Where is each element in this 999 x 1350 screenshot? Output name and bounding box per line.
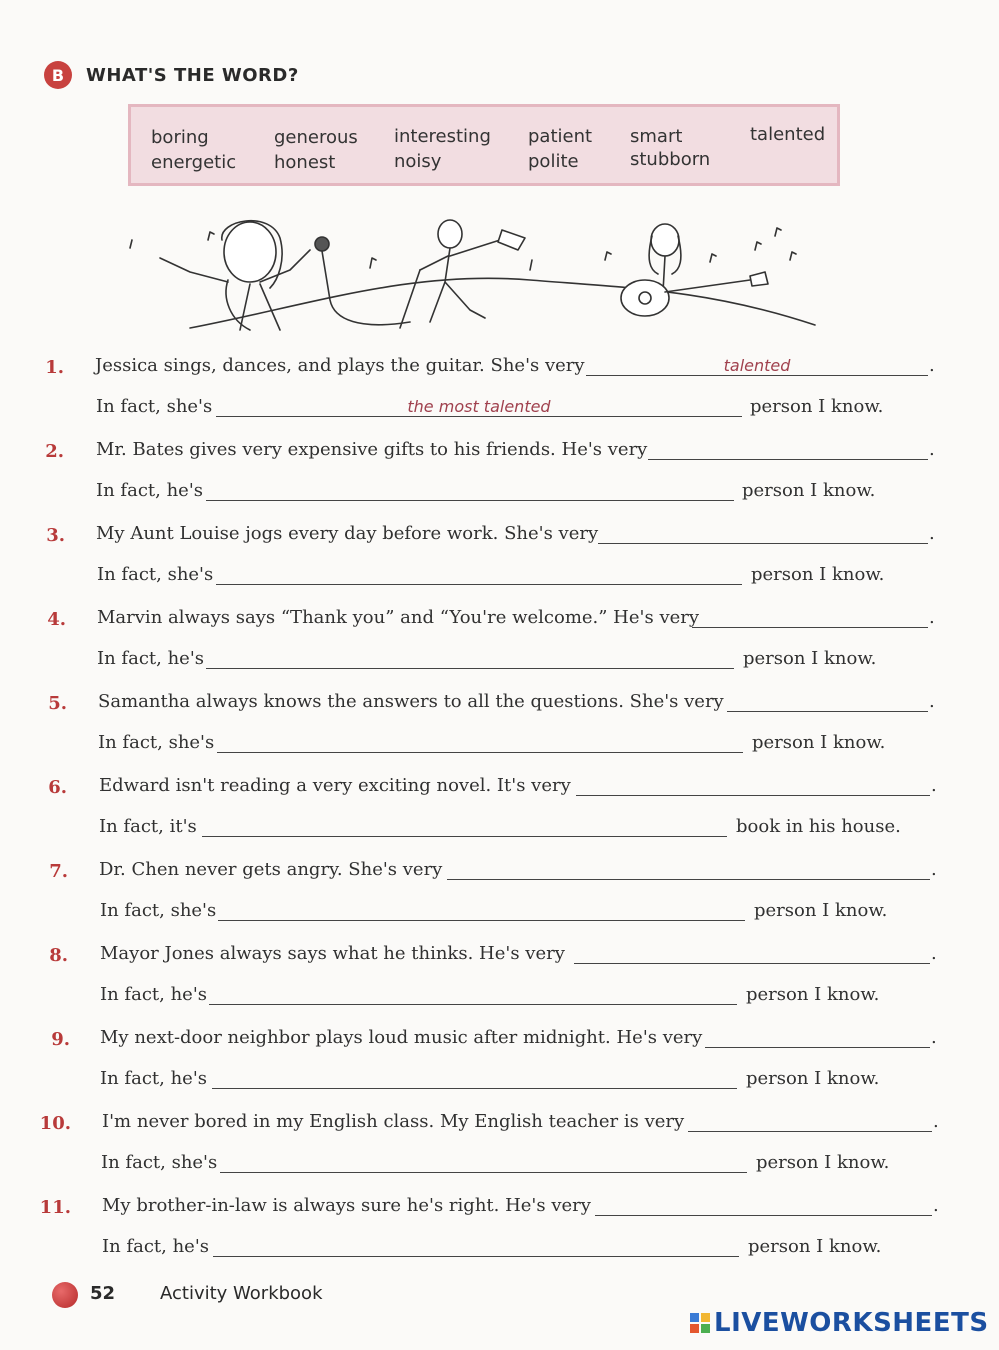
period: . — [929, 523, 935, 544]
answer-blank[interactable] — [586, 353, 928, 376]
superlative-blank[interactable] — [202, 814, 727, 837]
item-sentence: Samantha always knows the answers to all the questions. She's very — [98, 691, 724, 712]
item-sentence: Edward isn't reading a very exciting novel. It's very — [99, 775, 571, 796]
item-lead: In fact, he's — [97, 648, 205, 669]
period: . — [929, 439, 935, 460]
item-sentence: Mayor Jones always says what he thinks. He's very — [100, 943, 565, 964]
word-bank-item: noisy — [394, 151, 442, 172]
item-tail: person I know. — [748, 1236, 882, 1257]
period: . — [931, 943, 937, 964]
period: . — [931, 775, 937, 796]
superlative-blank[interactable] — [213, 1234, 739, 1257]
item-sentence: Marvin always says “Thank you” and “You're welcome.” He's very — [97, 607, 700, 628]
item-sentence: My brother-in-law is always sure he's right. He's very — [102, 1195, 591, 1216]
item-tail: person I know. — [750, 396, 884, 417]
superlative-blank[interactable] — [206, 646, 734, 669]
word-bank — [128, 104, 840, 186]
item-number: 5. — [48, 693, 67, 714]
answer-blank[interactable] — [692, 605, 928, 628]
period: . — [929, 691, 935, 712]
item-lead: In fact, she's — [97, 564, 214, 585]
word-bank-item: honest — [274, 152, 336, 173]
word-bank-item: smart — [630, 126, 683, 147]
word-bank-item: boring — [151, 127, 209, 148]
section-title: WHAT'S THE WORD? — [86, 64, 299, 86]
item-tail: person I know. — [746, 1068, 880, 1089]
superlative-blank[interactable] — [216, 394, 742, 417]
period: . — [933, 1195, 939, 1216]
item-number: 3. — [46, 525, 65, 546]
item-lead: In fact, he's — [102, 1236, 210, 1257]
item-tail: person I know. — [743, 648, 877, 669]
item-lead: In fact, she's — [96, 396, 213, 417]
item-lead: In fact, she's — [100, 900, 217, 921]
superlative-blank[interactable] — [212, 1066, 737, 1089]
answer-blank[interactable] — [576, 773, 930, 796]
answer-blank[interactable] — [688, 1109, 932, 1132]
item-sentence: Jessica sings, dances, and plays the guitar. She's very — [95, 355, 585, 376]
item-sentence: I'm never bored in my English class. My English teacher is very — [102, 1111, 685, 1132]
period: . — [931, 859, 937, 880]
page-number: 52 — [90, 1283, 116, 1304]
period: . — [931, 1027, 937, 1048]
item-tail: person I know. — [746, 984, 880, 1005]
superlative-blank[interactable] — [206, 478, 734, 501]
item-lead: In fact, he's — [100, 1068, 208, 1089]
item-sentence: My Aunt Louise jogs every day before work. She's very — [96, 523, 599, 544]
answer-blank[interactable] — [598, 521, 928, 544]
answer-blank[interactable] — [447, 857, 930, 880]
superlative-blank[interactable] — [220, 1150, 747, 1173]
item-tail: person I know. — [752, 732, 886, 753]
liveworksheets-logo-icon — [690, 1313, 710, 1333]
item-tail: person I know. — [742, 480, 876, 501]
answer-blank[interactable] — [727, 689, 928, 712]
item-number: 2. — [45, 441, 64, 462]
word-bank-item: polite — [528, 151, 579, 172]
item-number: 4. — [47, 609, 66, 630]
liveworksheets-brand: LIVEWORKSHEETS — [714, 1308, 989, 1338]
answer-blank[interactable] — [705, 1025, 930, 1048]
item-number: 10. — [39, 1113, 71, 1134]
performer-illustration — [110, 210, 830, 340]
word-bank-item: stubborn — [630, 149, 711, 170]
item-sentence: My next-door neighbor plays loud music after midnight. He's very — [100, 1027, 703, 1048]
item-number: 6. — [48, 777, 67, 798]
item-tail: book in his house. — [736, 816, 901, 837]
item-lead: In fact, he's — [100, 984, 208, 1005]
item-lead: In fact, she's — [98, 732, 215, 753]
answer-text: talented — [723, 356, 791, 375]
superlative-blank[interactable] — [209, 982, 737, 1005]
superlative-blank[interactable] — [218, 898, 745, 921]
item-lead: In fact, he's — [96, 480, 204, 501]
item-number: 7. — [49, 861, 68, 882]
item-sentence: Dr. Chen never gets angry. She's very — [99, 859, 443, 880]
section-badge: B — [44, 61, 72, 89]
footer-title: Activity Workbook — [160, 1283, 323, 1304]
answer-blank[interactable] — [648, 437, 928, 460]
answer-blank[interactable] — [595, 1193, 932, 1216]
item-number: 8. — [49, 945, 68, 966]
liveworksheets-logo — [690, 1308, 989, 1338]
item-number: 9. — [51, 1029, 70, 1050]
item-lead: In fact, it's — [99, 816, 197, 837]
superlative-blank[interactable] — [216, 562, 742, 585]
answer-text: the most talented — [407, 397, 551, 416]
superlative-blank[interactable] — [217, 730, 743, 753]
item-tail: person I know. — [751, 564, 885, 585]
period: . — [929, 607, 935, 628]
period: . — [929, 355, 935, 376]
word-bank-item: talented — [750, 124, 826, 145]
item-number: 11. — [39, 1197, 71, 1218]
item-tail: person I know. — [756, 1152, 890, 1173]
item-sentence: Mr. Bates gives very expensive gifts to his friends. He's very — [96, 439, 648, 460]
section-header — [44, 60, 299, 90]
word-bank-item: interesting — [394, 126, 491, 147]
period: . — [933, 1111, 939, 1132]
item-lead: In fact, she's — [101, 1152, 218, 1173]
page-marker-dot — [52, 1282, 78, 1308]
word-bank-item: patient — [528, 126, 593, 147]
item-number: 1. — [45, 357, 64, 378]
word-bank-item: energetic — [151, 152, 237, 173]
answer-blank[interactable] — [574, 941, 930, 964]
word-bank-item: generous — [274, 127, 358, 148]
item-tail: person I know. — [754, 900, 888, 921]
